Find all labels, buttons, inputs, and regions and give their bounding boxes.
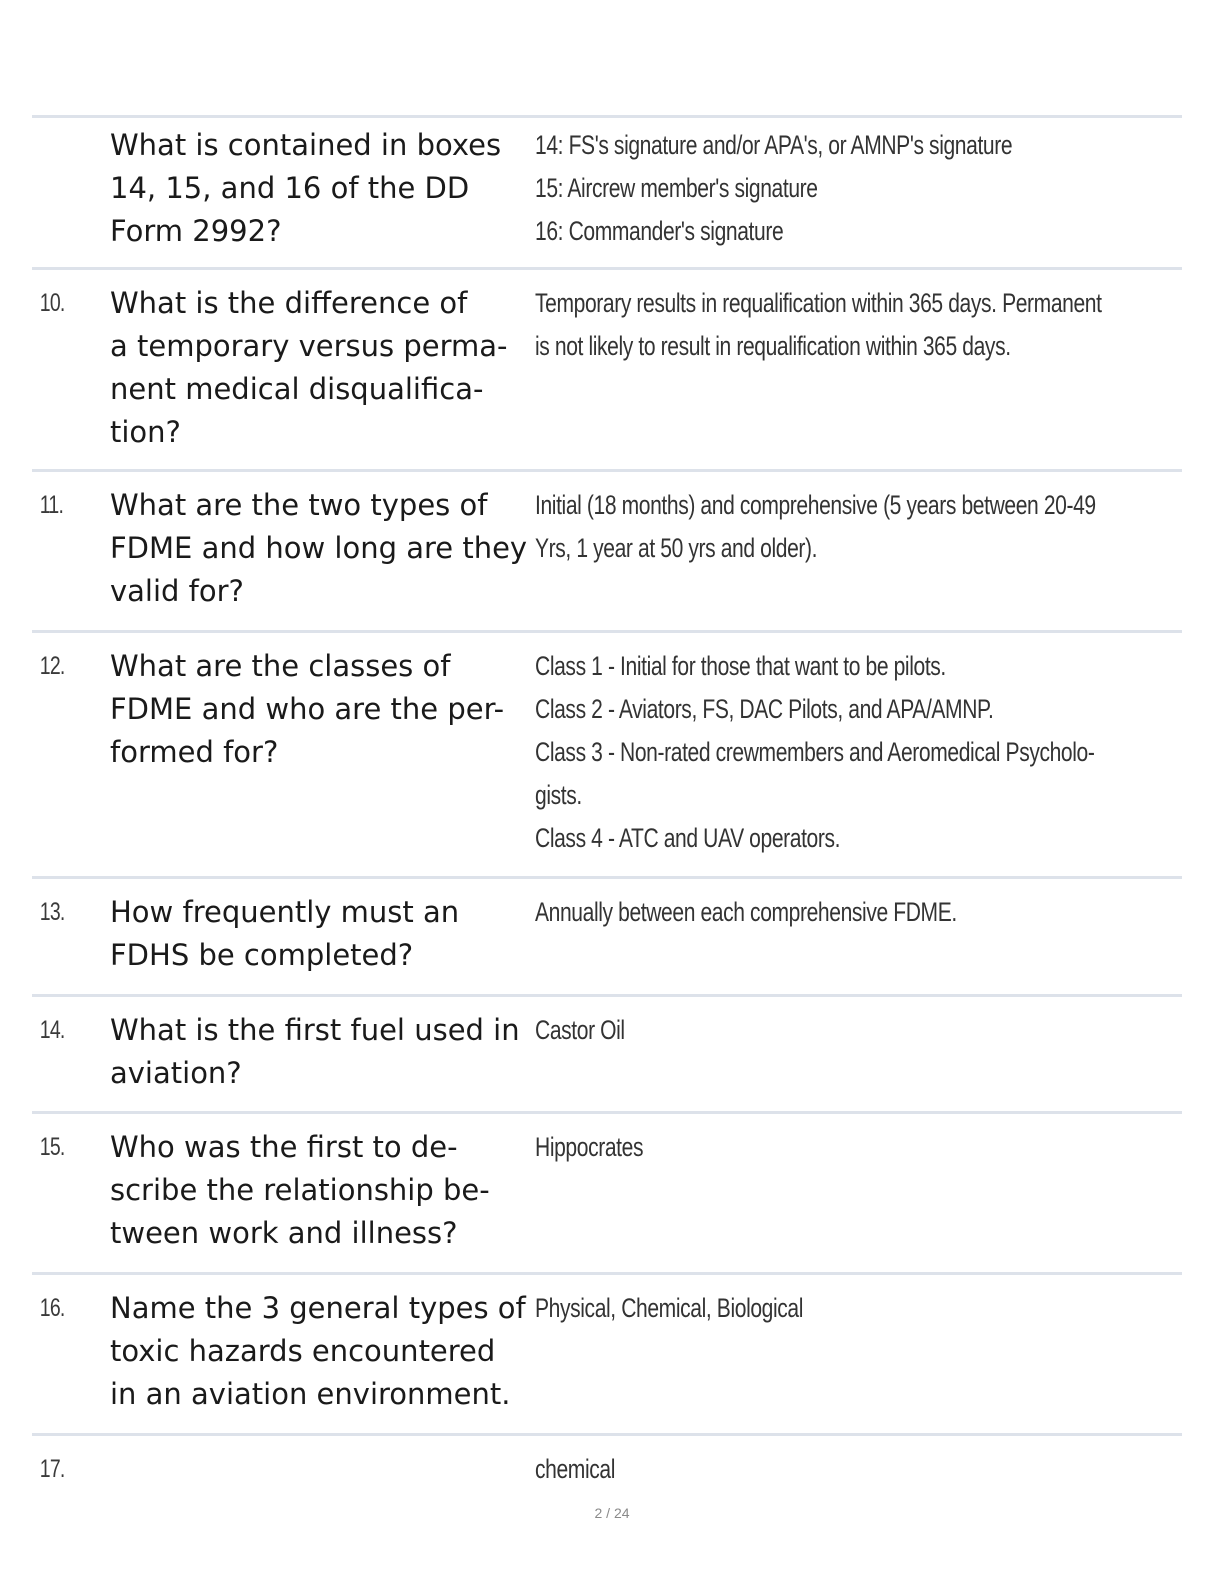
card-definition xyxy=(535,1126,1182,1169)
card-definition xyxy=(535,124,1182,253)
definition-line: is not likely to result in requalification within 365 days. xyxy=(535,331,1011,361)
card-definition xyxy=(535,645,1224,860)
definition-line: Class 2 - Aviators, FS, DAC Pilots, and APA/AMNP. xyxy=(535,694,994,724)
card-definition xyxy=(535,1448,1182,1491)
flashcard xyxy=(32,1275,1182,1436)
card-number: 15. xyxy=(39,1133,65,1161)
page-number: 2 / 24 xyxy=(594,1505,630,1521)
card-number: 17. xyxy=(39,1455,65,1483)
card-number: 13. xyxy=(39,898,65,926)
definition-line: Class 1 - Initial for those that want to be pilots. xyxy=(535,651,946,681)
flashcard xyxy=(32,472,1182,633)
card-term: What is contained in boxes 14, 15, and 16 of the DD Form 2992? xyxy=(110,128,502,248)
card-number: 14. xyxy=(39,1016,65,1044)
card-term: Who was the first to de- scribe the relationship be- tween work and illness? xyxy=(110,1130,490,1250)
definition-line: 15: Aircrew member's signature xyxy=(535,173,818,203)
definition-line: Initial (18 months) and comprehensive (5 years between 20-49 xyxy=(535,490,1096,520)
flashcard xyxy=(32,633,1182,879)
flashcard xyxy=(32,1436,1182,1500)
card-term: What is the first fuel used in aviation? xyxy=(110,1013,520,1090)
definition-line: Castor Oil xyxy=(535,1015,625,1045)
card-number: 11. xyxy=(39,491,64,519)
flashcard xyxy=(32,118,1182,270)
definition-line: gists. xyxy=(535,780,582,810)
definition-line: Yrs, 1 year at 50 yrs and older). xyxy=(535,533,818,563)
card-term: Name the 3 general types of toxic hazards encountered in an aviation environment. xyxy=(110,1291,526,1411)
definition-line: chemical xyxy=(535,1454,615,1484)
definition-line: Temporary results in requalification within 365 days. Permanent xyxy=(535,288,1102,318)
definition-line: Annually between each comprehensive FDME. xyxy=(535,897,957,927)
card-term: How frequently must an FDHS be completed? xyxy=(110,895,460,972)
card-definition xyxy=(535,282,1224,368)
definition-line: 16: Commander's signature xyxy=(535,216,784,246)
flashcard xyxy=(32,997,1182,1114)
definition-line: Class 3 - Non-rated crewmembers and Aeromedical Psycholo- xyxy=(535,737,1095,767)
card-definition xyxy=(535,1009,1182,1052)
flashcard xyxy=(32,1114,1182,1275)
card-definition xyxy=(535,1287,1182,1330)
card-number: 12. xyxy=(39,652,65,680)
card-definition xyxy=(535,891,1182,934)
card-term: What are the two types of FDME and how long are they valid for? xyxy=(110,488,528,608)
card-term: What is the difference of a temporary versus perma- nent medical disqualifica- tion? xyxy=(110,286,508,449)
flashcard-list xyxy=(32,115,1182,1500)
flashcard xyxy=(32,879,1182,997)
definition-line: Class 4 - ATC and UAV operators. xyxy=(535,823,841,853)
definition-line: Physical, Chemical, Biological xyxy=(535,1293,804,1323)
card-definition xyxy=(535,484,1224,570)
card-term: What are the classes of FDME and who are the per- formed for? xyxy=(110,649,505,769)
definition-line: 14: FS's signature and/or APA's, or AMNP's signature xyxy=(535,130,1013,160)
definition-line: Hippocrates xyxy=(535,1132,644,1162)
card-number: 16. xyxy=(39,1294,65,1322)
card-number: 10. xyxy=(39,289,65,317)
flashcard xyxy=(32,270,1182,472)
